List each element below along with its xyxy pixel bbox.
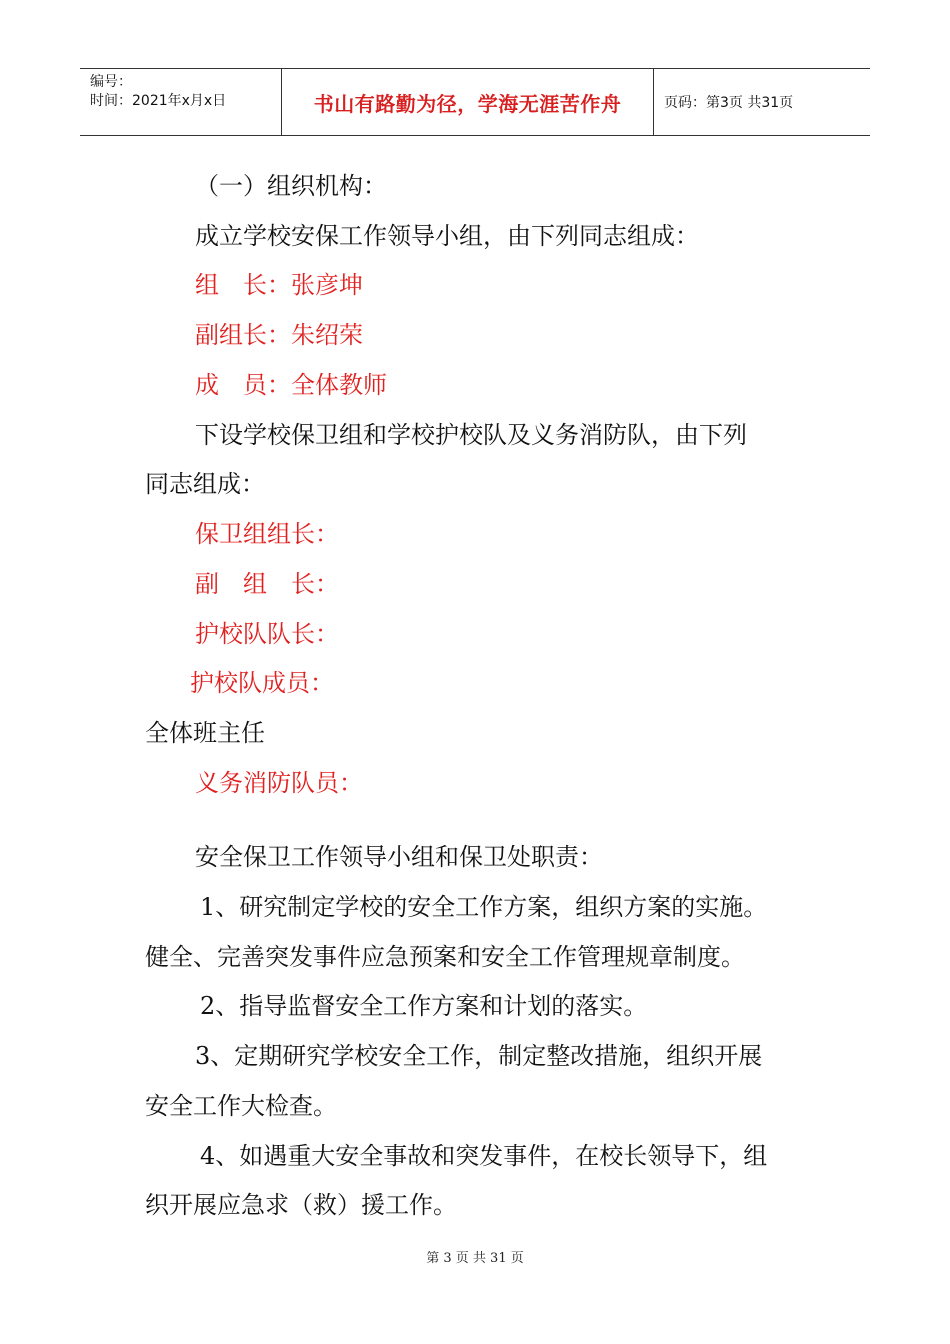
paragraph-line: 同志组成：: [145, 470, 265, 498]
paragraph-line: 织开展应急求（救）援工作。: [145, 1191, 457, 1219]
patrol-members-line: 护校队成员：: [190, 669, 334, 697]
header-page-info: 页码：第3页 共31页: [664, 95, 794, 111]
duties-heading: 安全保卫工作领导小组和保卫处职责：: [195, 843, 603, 871]
doc-number: 编号：: [90, 74, 132, 90]
page-footer: 第 3 页 共 31 页: [426, 1251, 524, 1266]
security-deputy-line: 副 组 长：: [195, 570, 339, 598]
duty-item: 2、指导监督安全工作方案和计划的落实。: [200, 992, 648, 1020]
duty-item: 3、定期研究学校安全工作，制定整改措施，组织开展: [195, 1042, 763, 1070]
paragraph-line: 全体班主任: [145, 719, 265, 747]
duty-item: 1、研究制定学校的安全工作方案，组织方案的实施。: [200, 893, 768, 921]
header-meta: [80, 69, 282, 135]
patrol-leader-line: 护校队队长：: [195, 620, 339, 648]
paragraph-line: 安全工作大检查。: [145, 1092, 337, 1120]
duty-item: 4、如遇重大安全事故和突发事件，在校长领导下，组: [200, 1142, 768, 1170]
doc-time: 时间：2021年x月x日: [90, 93, 227, 109]
header-motto: 书山有路勤为径，学海无涯苦作舟: [313, 91, 622, 116]
deputy-leader-line: 副组长：朱绍荣: [195, 321, 363, 349]
header-motto-cell: [282, 69, 654, 135]
paragraph-line: 成立学校安保工作领导小组，由下列同志组成：: [195, 222, 699, 250]
members-line: 成 员：全体教师: [195, 371, 387, 399]
section-heading: （一）组织机构：: [195, 172, 387, 200]
paragraph-line: 健全、完善突发事件应急预案和安全工作管理规章制度。: [145, 943, 745, 971]
fire-brigade-line: 义务消防队员：: [195, 769, 363, 797]
paragraph-line: 下设学校保卫组和学校护校队及义务消防队，由下列: [195, 421, 747, 449]
page-header: [80, 68, 870, 136]
leader-line: 组 长：张彦坤: [195, 271, 363, 299]
security-leader-line: 保卫组组长：: [195, 520, 339, 548]
